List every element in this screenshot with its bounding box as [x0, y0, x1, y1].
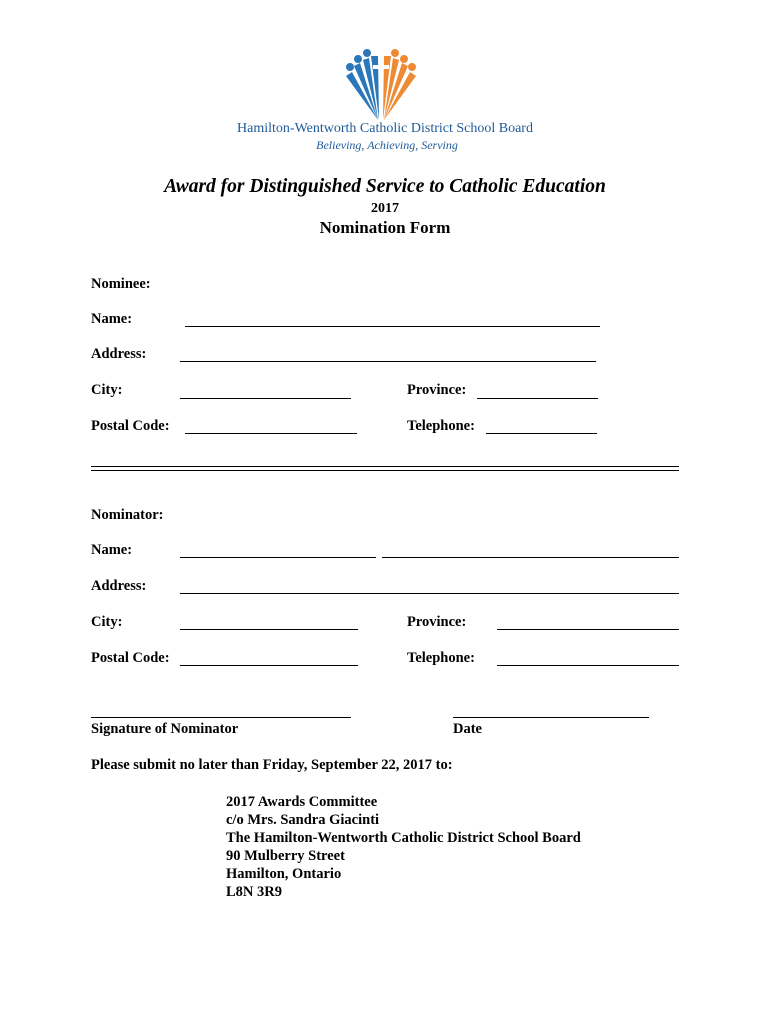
nominee-name-field[interactable]: [185, 326, 600, 327]
nominator-name-field-2[interactable]: [382, 557, 679, 558]
signature-label: Signature of Nominator: [91, 721, 239, 737]
org-motto: Believing, Achieving, Serving: [316, 138, 458, 152]
award-year: 2017: [371, 201, 399, 216]
nominator-postal-label: Postal Code:: [91, 650, 170, 666]
submit-instructions: Please submit no later than Friday, September 22, 2017 to:: [91, 757, 453, 773]
nominee-city-field[interactable]: [180, 398, 351, 399]
nominator-name-field[interactable]: [180, 557, 376, 558]
date-field[interactable]: [453, 717, 649, 718]
signature-field[interactable]: [91, 717, 351, 718]
board-logo-icon: [338, 48, 424, 122]
address-line: 90 Mulberry Street: [226, 848, 345, 864]
nominator-address-label: Address:: [91, 578, 147, 594]
form-title: Nomination Form: [319, 218, 451, 237]
address-line: Hamilton, Ontario: [226, 866, 342, 882]
nominator-address-field[interactable]: [180, 593, 679, 594]
nominator-province-field[interactable]: [497, 629, 679, 630]
address-line: c/o Mrs. Sandra Giacinti: [226, 812, 380, 828]
org-name: Hamilton-Wentworth Catholic District School Board: [237, 121, 533, 136]
nominee-province-field[interactable]: [477, 398, 598, 399]
nominator-city-field[interactable]: [180, 629, 358, 630]
nominator-telephone-label: Telephone:: [407, 650, 475, 666]
date-label: Date: [453, 721, 482, 737]
nominator-city-label: City:: [91, 614, 123, 630]
address-line: L8N 3R9: [226, 884, 282, 900]
address-line: The Hamilton-Wentworth Catholic District School Board: [226, 830, 581, 846]
nominee-name-label: Name:: [91, 311, 133, 327]
nominee-address-field[interactable]: [180, 361, 596, 362]
award-title: Award for Distinguished Service to Catholic Education: [164, 176, 606, 197]
nominee-city-label: City:: [91, 382, 123, 398]
nominee-telephone-field[interactable]: [486, 433, 597, 434]
address-line: 2017 Awards Committee: [226, 794, 378, 810]
nominee-postal-label: Postal Code:: [91, 418, 170, 434]
nominator-postal-field[interactable]: [180, 665, 358, 666]
nominator-heading: Nominator:: [91, 507, 164, 523]
nominee-postal-field[interactable]: [185, 433, 357, 434]
nominator-province-label: Province:: [407, 614, 467, 630]
nominee-heading: Nominee:: [91, 276, 151, 292]
section-divider: [91, 466, 679, 471]
nominator-telephone-field[interactable]: [497, 665, 679, 666]
nominator-name-label: Name:: [91, 542, 133, 558]
mailing-address: [226, 793, 581, 901]
nominee-address-label: Address:: [91, 346, 147, 362]
nominee-province-label: Province:: [407, 382, 467, 398]
nominee-telephone-label: Telephone:: [407, 418, 475, 434]
